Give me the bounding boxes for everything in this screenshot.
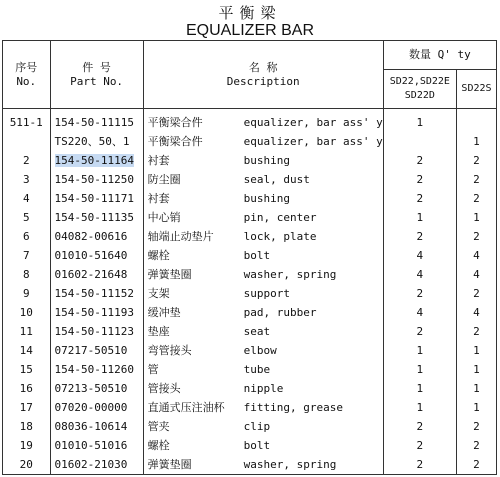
description-en: clip <box>243 420 271 433</box>
description-en: seat <box>243 325 271 338</box>
description <box>143 379 383 398</box>
table-row <box>3 398 497 417</box>
table-row <box>3 341 497 360</box>
description-en: elbow <box>243 344 277 357</box>
description-en: bushing <box>243 154 290 167</box>
part-number-text[interactable]: 01010-51016 <box>54 439 128 452</box>
part-number-text[interactable]: 154-50-11193 <box>54 306 134 319</box>
part-number <box>50 284 143 303</box>
part-number-text[interactable]: 154-50-11260 <box>54 363 134 376</box>
part-number-text[interactable]: 154-50-11164 <box>54 154 134 167</box>
row-number: 7 <box>3 246 51 265</box>
part-number-text[interactable]: TS220、50、1 <box>54 135 130 148</box>
row-number: 10 <box>3 303 51 322</box>
table-row <box>3 132 497 151</box>
qty-sd22s: 4 <box>456 303 496 322</box>
part-number <box>50 265 143 284</box>
row-number: 9 <box>3 284 51 303</box>
table-row <box>3 436 497 455</box>
qty-sd22s: 2 <box>456 284 496 303</box>
row-number: 20 <box>3 455 51 475</box>
description-en: nipple <box>243 382 284 395</box>
qty-sd22s <box>456 109 496 133</box>
row-number: 15 <box>3 360 51 379</box>
row-number: 4 <box>3 189 51 208</box>
description-en: washer, spring <box>243 458 337 471</box>
part-number-text[interactable]: 01602-21030 <box>54 458 128 471</box>
part-number <box>50 227 143 246</box>
part-number <box>50 436 143 455</box>
description-en: washer, spring <box>243 268 337 281</box>
qty-sd22s: 2 <box>456 151 496 170</box>
description <box>143 398 383 417</box>
qty-sd22 <box>383 132 456 151</box>
description <box>143 322 383 341</box>
description-zh: 平衡梁合件 <box>147 135 203 148</box>
description-zh: 弹簧垫圈 <box>147 268 192 281</box>
part-number <box>50 170 143 189</box>
description <box>143 227 383 246</box>
row-number: 5 <box>3 208 51 227</box>
description-zh: 弹簧垫圈 <box>147 458 192 471</box>
part-number <box>50 151 143 170</box>
qty-sd22s: 2 <box>456 455 496 475</box>
part-number-text[interactable]: 07213-50510 <box>54 382 128 395</box>
description-en: fitting, grease <box>243 401 343 414</box>
header-qty-col1: SD22,SD22E SD22D <box>383 70 456 109</box>
row-number: 6 <box>3 227 51 246</box>
header-part-zh: 件 号 <box>82 60 111 74</box>
description-zh: 轴端止动垫片 <box>147 230 214 243</box>
qty-sd22s: 2 <box>456 322 496 341</box>
qty-sd22: 2 <box>383 151 456 170</box>
header-desc-en: Description <box>226 74 300 88</box>
description <box>143 360 383 379</box>
description-en: support <box>243 287 290 300</box>
table-row <box>3 109 497 133</box>
part-number <box>50 132 143 151</box>
qty-sd22s: 1 <box>456 208 496 227</box>
row-number: 14 <box>3 341 51 360</box>
description-en: bushing <box>243 192 290 205</box>
qty-sd22: 1 <box>383 109 456 133</box>
qty-sd22s: 2 <box>456 436 496 455</box>
part-number <box>50 360 143 379</box>
table-row <box>3 284 497 303</box>
description-en: tube <box>243 363 271 376</box>
row-number: 2 <box>3 151 51 170</box>
header-no-en: No. <box>16 74 37 88</box>
qty-sd22: 4 <box>383 246 456 265</box>
row-number <box>3 132 51 151</box>
header-part-en: Part No. <box>70 74 124 88</box>
part-number <box>50 455 143 475</box>
part-number-text[interactable]: 154-50-11123 <box>54 325 134 338</box>
part-number-text[interactable]: 01602-21648 <box>54 268 128 281</box>
qty-sd22s: 1 <box>456 398 496 417</box>
qty-sd22: 2 <box>383 189 456 208</box>
row-number: 19 <box>3 436 51 455</box>
qty-sd22s: 1 <box>456 341 496 360</box>
part-number <box>50 189 143 208</box>
description <box>143 303 383 322</box>
description-zh: 中心销 <box>147 211 181 224</box>
description-zh: 防尘圈 <box>147 173 181 186</box>
qty-sd22s: 2 <box>456 227 496 246</box>
part-number-text[interactable]: 07217-50510 <box>54 344 128 357</box>
part-number <box>50 246 143 265</box>
description-zh: 管 <box>147 363 159 376</box>
description-en: pad, rubber <box>243 306 317 319</box>
description-en: equalizer, bar ass' y <box>243 116 383 129</box>
part-number <box>50 208 143 227</box>
description <box>143 436 383 455</box>
qty-sd22: 2 <box>383 436 456 455</box>
qty-sd22: 2 <box>383 417 456 436</box>
header-no-zh: 序号 <box>15 60 38 74</box>
qty-sd22: 1 <box>383 398 456 417</box>
part-number <box>50 417 143 436</box>
header-qty-col2: SD22S <box>456 70 496 109</box>
description-zh: 螺栓 <box>147 249 170 262</box>
part-number <box>50 398 143 417</box>
qty-sd22: 2 <box>383 455 456 475</box>
table-row <box>3 227 497 246</box>
qty-sd22: 1 <box>383 379 456 398</box>
description <box>143 132 383 151</box>
description-zh: 垫座 <box>147 325 170 338</box>
part-number <box>50 109 143 133</box>
description-en: bolt <box>243 249 271 262</box>
description <box>143 208 383 227</box>
row-number: 511-1 <box>3 109 51 133</box>
part-number-text[interactable]: 07020-00000 <box>54 401 128 414</box>
description <box>143 189 383 208</box>
qty-sd22s: 1 <box>456 132 496 151</box>
qty-sd22: 1 <box>383 208 456 227</box>
description-zh: 衬套 <box>147 192 170 205</box>
header-desc-zh: 名 称 <box>248 60 278 74</box>
part-number-text[interactable]: 154-50-11135 <box>54 211 134 224</box>
description <box>143 109 383 133</box>
description-zh: 支架 <box>147 287 170 300</box>
qty-sd22s: 2 <box>456 170 496 189</box>
part-number-text[interactable]: 04082-00616 <box>54 230 128 243</box>
row-number: 16 <box>3 379 51 398</box>
qty-sd22: 2 <box>383 284 456 303</box>
description-en: pin, center <box>243 211 317 224</box>
part-number-text[interactable]: 154-50-11250 <box>54 173 134 186</box>
row-number: 11 <box>3 322 51 341</box>
qty-sd22: 4 <box>383 265 456 284</box>
table-row <box>3 265 497 284</box>
table-row <box>3 246 497 265</box>
table-row <box>3 360 497 379</box>
description-zh: 管夹 <box>147 420 170 433</box>
part-number <box>50 303 143 322</box>
qty-sd22: 4 <box>383 303 456 322</box>
description <box>143 170 383 189</box>
table-row <box>3 151 497 170</box>
page-title-chinese: 平衡梁 <box>218 4 282 22</box>
description-en: lock, plate <box>243 230 317 243</box>
description <box>143 151 383 170</box>
parts-table <box>2 40 497 475</box>
description <box>143 417 383 436</box>
qty-sd22: 1 <box>383 341 456 360</box>
table-row <box>3 189 497 208</box>
description-zh: 螺栓 <box>147 439 170 452</box>
qty-sd22: 2 <box>383 170 456 189</box>
row-number: 8 <box>3 265 51 284</box>
part-number-text[interactable]: 154-50-11152 <box>54 287 134 300</box>
qty-sd22s: 2 <box>456 417 496 436</box>
qty-sd22: 1 <box>383 360 456 379</box>
qty-sd22: 2 <box>383 322 456 341</box>
table-row <box>3 208 497 227</box>
part-number-text[interactable]: 154-50-11115 <box>54 116 134 129</box>
row-number: 3 <box>3 170 51 189</box>
table-row <box>3 303 497 322</box>
description-zh: 弯管接头 <box>147 344 192 357</box>
header-quantity: 数量 Q' ty <box>383 41 496 70</box>
description <box>143 246 383 265</box>
qty-sd22s: 2 <box>456 189 496 208</box>
description-zh: 衬套 <box>147 154 170 167</box>
row-number: 17 <box>3 398 51 417</box>
description-zh: 缓冲垫 <box>147 306 181 319</box>
description <box>143 265 383 284</box>
qty-sd22s: 1 <box>456 360 496 379</box>
qty-sd22: 2 <box>383 227 456 246</box>
description-zh: 平衡梁合件 <box>147 116 203 129</box>
description-zh: 直通式压注油杯 <box>147 401 225 414</box>
row-number: 18 <box>3 417 51 436</box>
header-description <box>143 41 383 109</box>
part-number-text[interactable]: 01010-51640 <box>54 249 128 262</box>
qty-sd22s: 4 <box>456 246 496 265</box>
table-row <box>3 170 497 189</box>
description <box>143 284 383 303</box>
description-en: seal, dust <box>243 173 310 186</box>
part-number <box>50 322 143 341</box>
qty-sd22s: 4 <box>456 265 496 284</box>
description-en: bolt <box>243 439 271 452</box>
part-number-text[interactable]: 154-50-11171 <box>54 192 134 205</box>
description-en: equalizer, bar ass' y <box>243 135 383 148</box>
page-title-english: EQUALIZER BAR <box>185 22 315 39</box>
table-row <box>3 322 497 341</box>
description <box>143 455 383 475</box>
part-number <box>50 341 143 360</box>
table-row <box>3 379 497 398</box>
table-row <box>3 417 497 436</box>
table-row <box>3 455 497 475</box>
qty-sd22s: 1 <box>456 379 496 398</box>
part-number <box>50 379 143 398</box>
header-part <box>50 41 143 109</box>
part-number-text[interactable]: 08036-10614 <box>54 420 128 433</box>
header-no <box>3 41 51 109</box>
description-zh: 管接头 <box>147 382 181 395</box>
description <box>143 341 383 360</box>
